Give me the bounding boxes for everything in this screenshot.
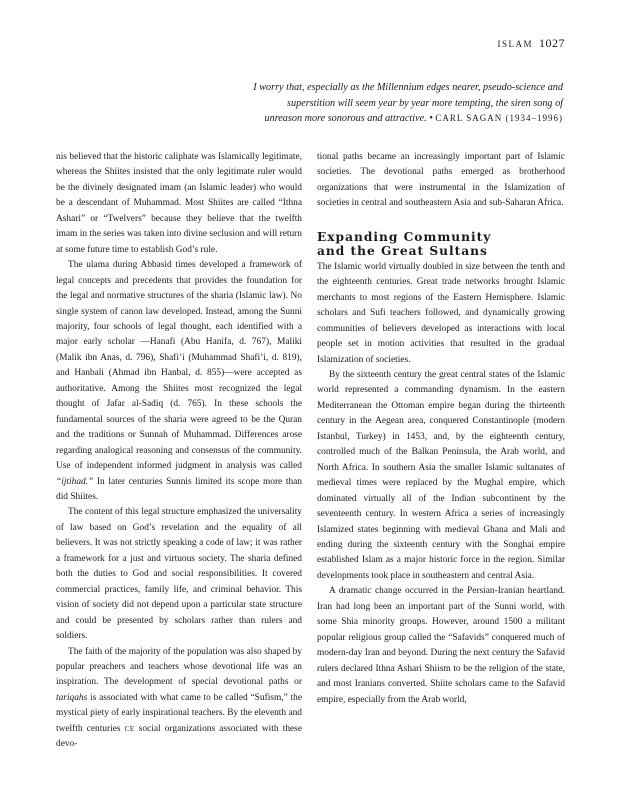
left-paragraph-4 [56,645,302,753]
term-tariqahs: tariqahs [56,692,88,703]
section-heading [317,230,565,258]
left-paragraph-1: nis believed that the historic caliphate was Islamically legitimate, whereas the Shiites insisted that the only legitimate ruler would be the divinely designated imam (an Islamic leader) who would be a descendant of Muhammad. Most Shiites are called “Ithna Ashari” or “Twelvers” because they believe that the twelfth imam in the series was taken into divine seclusion and will return at some future time to establish God’s rule. [56,152,302,255]
era-ce: CE [124,724,135,733]
left-paragraph-2-end: In later centuries Sunnis limited its scope more than did Shiites. [56,476,302,502]
section-heading-line-1: Expanding Community [317,229,492,244]
page-number: 1027 [539,36,565,50]
section-heading-line-2: and the Great Sultans [317,243,488,258]
epigraph-line-3 [203,111,563,127]
epigraph-attribution: CARL SAGAN (1934–1996) [435,113,563,124]
right-column [317,150,565,708]
left-paragraph-4-start: The faith of the majority of the population was also shaped by popular preachers and teachers whose devotional life was an inspiration. The development of special devotional paths or [56,646,302,688]
left-paragraph-2-text: The ulama during Abbasid times developed a framework of legal concepts and precedents that provides the foundation for the legal and normative structures of the sharia (Islamic law). No single system of canon law developed. Instead, among the Sunni majority, four schools of legal thought, each identified with a major early scholar —Hanafi (Abu Hanifa, d. 767), Maliki (Malik ibn Anas, d. 796), Shafi’i (Muhammad Shafi’i, d. 819), and Hanbali (Ahmad ibn Hanbal, d. 855)—were accepted as authoritative. Among the Shiites most recognized the legal thought of Jafar al-Sadiq (d. 765). In these schools the fundamental sources of the sharia were agreed to be the Quran and the traditions or Sunnah of Muhammad. Differences arose regarding analogical reasoning and consensus of the community. Use of independent informed judgment in analysis was called [56,260,302,472]
running-head-section: ISLAM [497,39,533,49]
left-paragraph-3: The content of this legal structure emphasized the universality of law based on God’s revelation and the equality of all believers. It was not strictly speaking a code of law; it was rather a framework for a just and virtuous society. The sharia defined both the duties to God and social responsibilities. It covered commercial practices, family life, and criminal behavior. This vision of society did not depend upon a particular state structure and could be presented by scholars rather than rulers and soldiers. [56,507,302,642]
epigraph [203,80,563,127]
left-column [56,150,302,753]
right-paragraph-4: A dramatic change occurred in the Persian-Iranian heartland. Iran had long been an important part of the Sunni world, with some Shia minority groups. However, around 1500 a militant popular religious group called the “Safavids” conquered much of modern-day Iran and beyond. During the next century the Safavid rulers declared Ithna Ashari Shiism to be the religion of the state, and most Iranians converted. Shiite scholars came to the Safavid empire, especially from the Arab world, [317,586,565,705]
right-paragraph-1: tional paths became an increasingly important part of Islamic societies. The devotional paths emerged as brotherhood organizations that were instrumental in the Islamization of societies in central and southeastern Asia and sub-Saharan Africa. [317,152,565,209]
left-paragraph-4-end: social organizations associated with these devo- [56,723,302,750]
right-paragraph-3: By the sixteenth century the great central states of the Islamic world represented a commanding dynamism. In the eastern Mediterranean the Ottoman empire began during the thirteenth century in the Aegean area, conquered Constantinople (modern Istanbul, Turkey) in 1453, and, by the eighteenth century, controlled much of the Balkan Peninsula, the Arab world, and North Africa. In southern Asia the smaller Islamic sultanates of medieval times were replaced by the Mughal empire, which dominated virtually all of the Indian subcontinent by the seventeenth century. In western Africa a series of increasingly Islamized states beginning with medieval Ghana and Mali and ending during the sixteenth century with the Songhai empire established Islam as a major historic force in the region. Similar developments took place in southeastern and central Asia. [317,369,565,581]
epigraph-line-2: superstition will seem year by year more tempting, the siren song of [287,97,563,109]
right-paragraph-2: The Islamic world virtually doubled in size between the tenth and the eighteenth centuries. Great trade networks brought Islamic merchants to most regions of the Eastern Hemisphere. Islamic scholars and Sufi teachers followed, and dynamically growing communities of believers developed as interactions with local people set in motion activities that resulted in the gradual Islamization of societies. [317,261,565,365]
left-paragraph-4-mid: is associated with what came to be called “Sufism,” the mystical piety of early inspirational teachers. By the eleventh and twelfth centuries [56,692,303,734]
left-paragraph-2 [56,258,302,505]
epigraph-separator: • [429,113,433,125]
epigraph-line-3-text: unreason more sonorous and attractive. [264,113,427,125]
epigraph-line-1: I worry that, especially as the Millennium edges nearer, pseudo-science and [253,82,563,93]
running-head [497,36,565,51]
term-ijtihad: “ijtihad.” [56,476,94,487]
